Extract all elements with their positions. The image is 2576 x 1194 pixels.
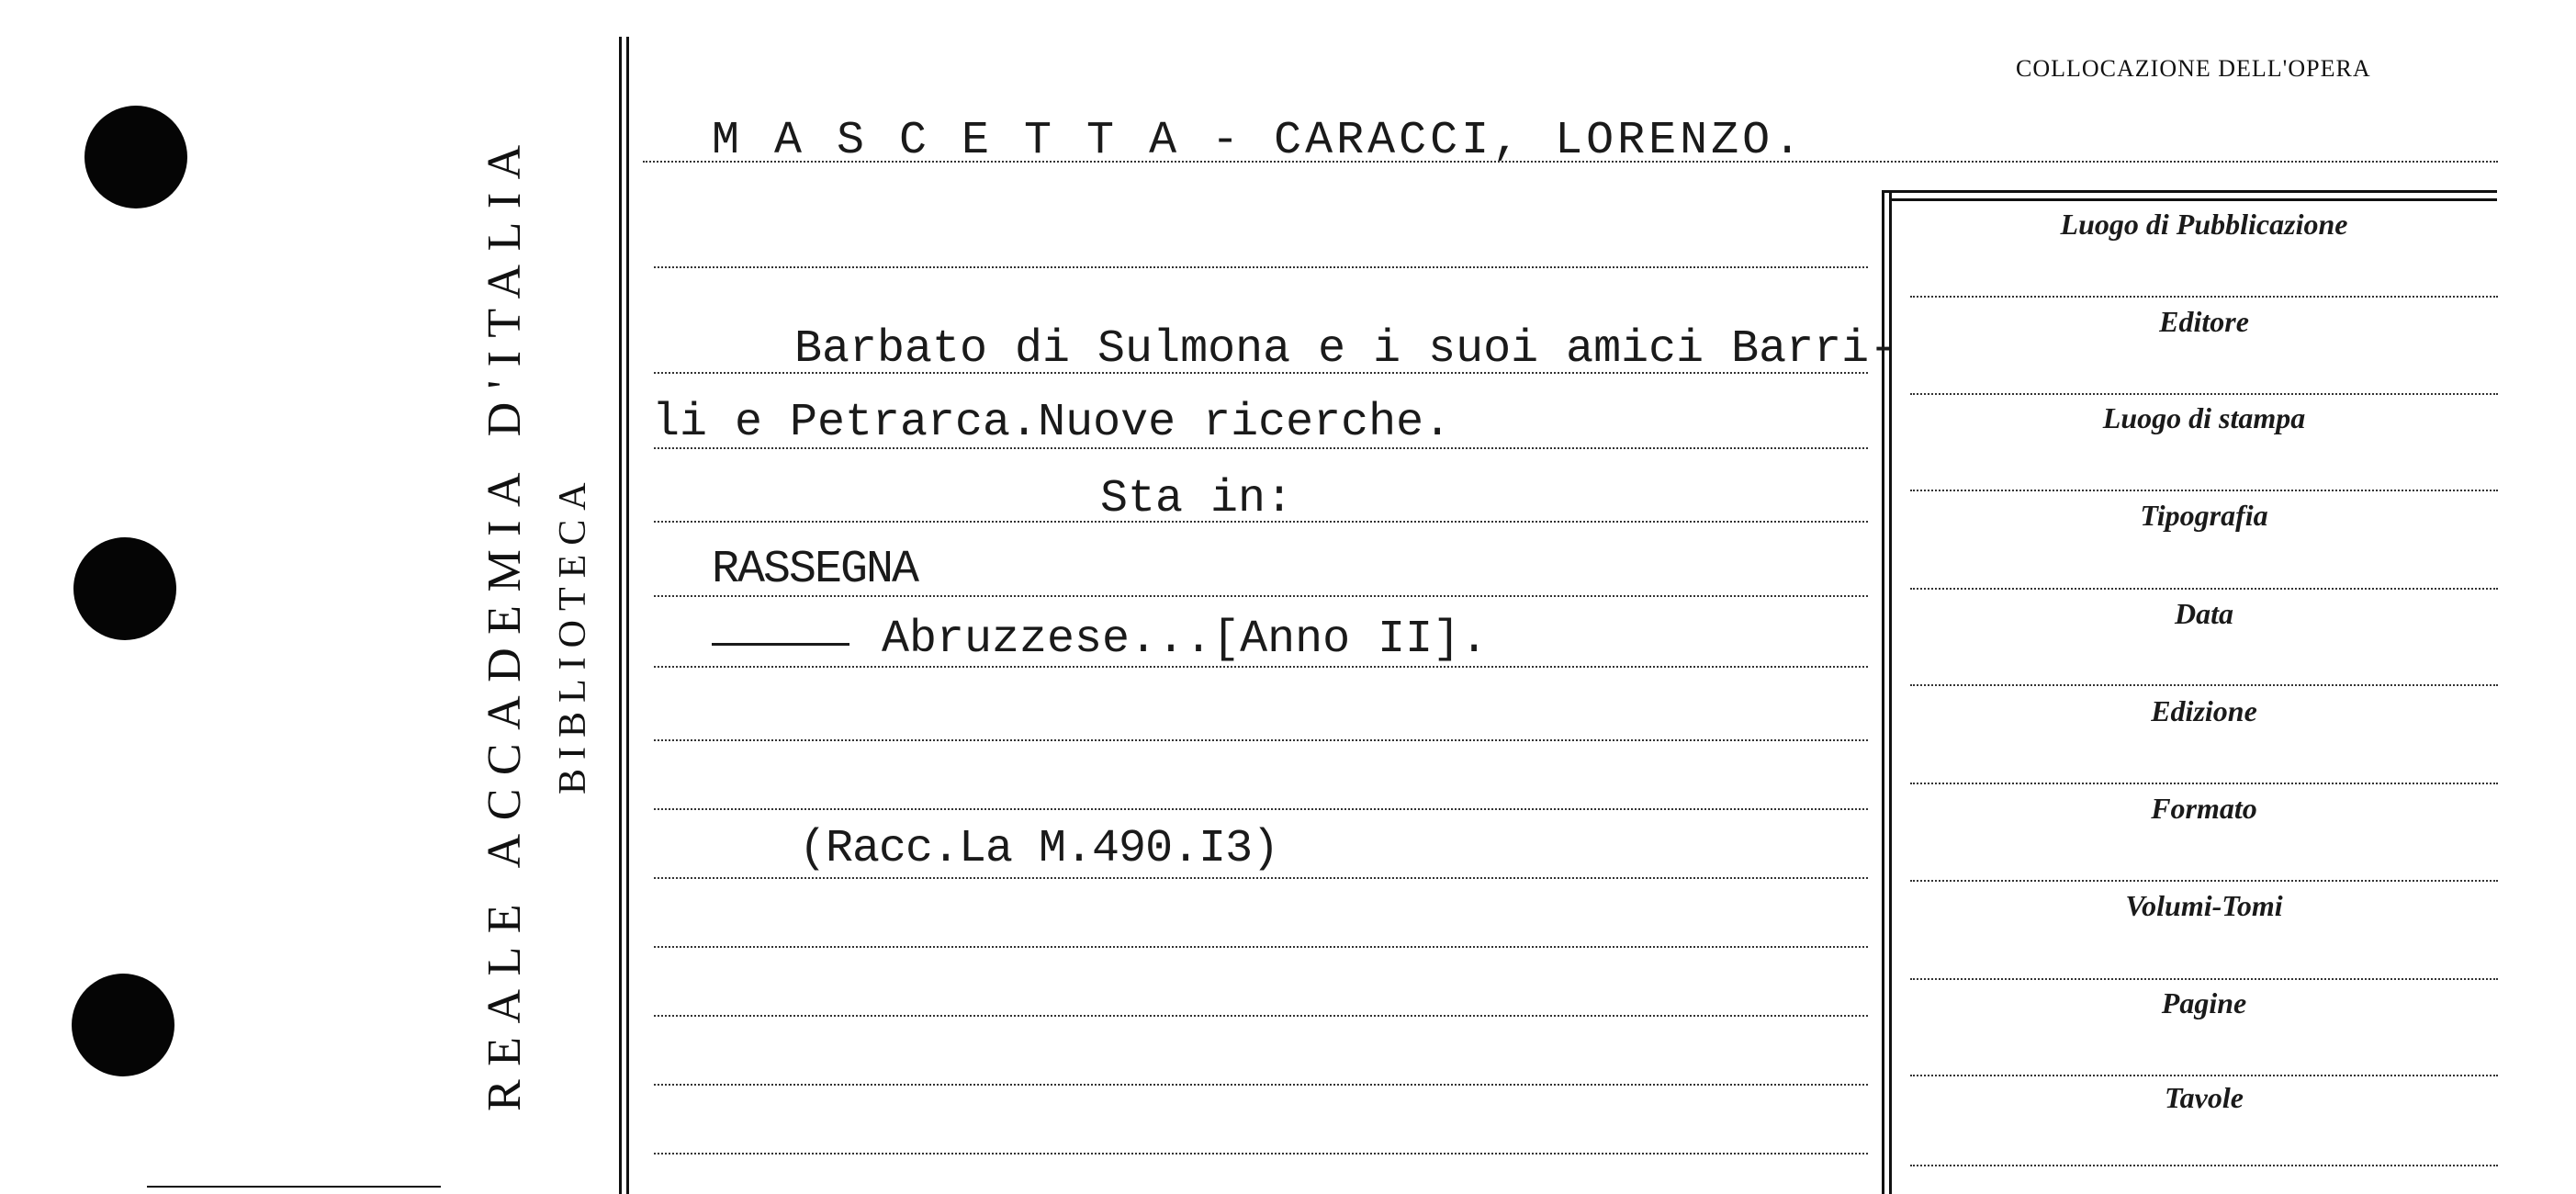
field-luogo-stampa: Luogo di stampa	[2102, 401, 2306, 434]
field-data: Data	[2175, 597, 2233, 630]
author-heading: M A S C E T T A - CARACCI, LORENZO.	[712, 115, 1805, 167]
ruled-line	[654, 808, 1868, 810]
punch-hole-bottom	[72, 974, 174, 1076]
field-line	[1910, 783, 2498, 784]
field-tavole: Tavole	[2165, 1081, 2244, 1114]
journal-line-1: RASSEGNA	[712, 544, 918, 596]
journal-line-2-text: Abruzzese...[Anno II].	[882, 614, 1489, 666]
department-label: BIBLIOTECA	[552, 473, 594, 794]
field-line	[1910, 978, 2498, 980]
punch-hole-top	[84, 106, 187, 208]
field-line	[1910, 490, 2498, 491]
left-rule-outer	[619, 37, 622, 1194]
field-line	[1910, 393, 2498, 395]
field-editore: Editore	[2159, 305, 2249, 338]
field-luogo-pubblicazione: Luogo di Pubblicazione	[2060, 208, 2348, 241]
sta-in-label: Sta in:	[1100, 473, 1294, 525]
field-line	[1910, 880, 2498, 882]
ruled-line	[654, 877, 1868, 879]
institution-label: REALE ACCADEMIA D'ITALIA	[478, 131, 531, 1111]
field-volumi-tomi: Volumi-Tomi	[2125, 889, 2283, 922]
field-tipografia: Tipografia	[2140, 499, 2268, 532]
field-line	[1910, 588, 2498, 590]
ruled-line	[654, 739, 1868, 741]
ruled-line	[654, 946, 1868, 948]
field-line	[1910, 1075, 2498, 1076]
bottom-edge-rule	[147, 1186, 441, 1188]
field-formato: Formato	[2151, 792, 2257, 825]
field-box-top-rule	[1882, 190, 2497, 193]
ruled-line	[654, 266, 1868, 268]
field-pagine: Pagine	[2161, 986, 2247, 1019]
journal-line-2	[712, 614, 1488, 666]
ruled-line	[654, 1084, 1868, 1086]
title-line-1: Barbato di Sulmona e i suoi amici Barri-	[794, 323, 1897, 376]
ruled-line	[654, 666, 1868, 668]
shelfmark: (Racc.La M.490.I3)	[799, 823, 1279, 875]
field-box-top-rule-inner	[1889, 198, 2497, 201]
left-rule-inner	[626, 37, 629, 1194]
field-line	[1910, 1165, 2498, 1166]
field-edizione: Edizione	[2151, 694, 2257, 727]
punch-hole-middle	[73, 537, 176, 640]
ditto-dash	[712, 643, 849, 646]
ruled-line	[654, 1153, 1868, 1155]
ruled-line	[654, 1015, 1868, 1017]
field-line	[1910, 296, 2498, 298]
collocazione-heading: COLLOCAZIONE DELL'OPERA	[2016, 55, 2371, 82]
field-line	[1910, 684, 2498, 686]
title-line-2: li e Petrarca.Nuove ricerche.	[652, 397, 1452, 449]
